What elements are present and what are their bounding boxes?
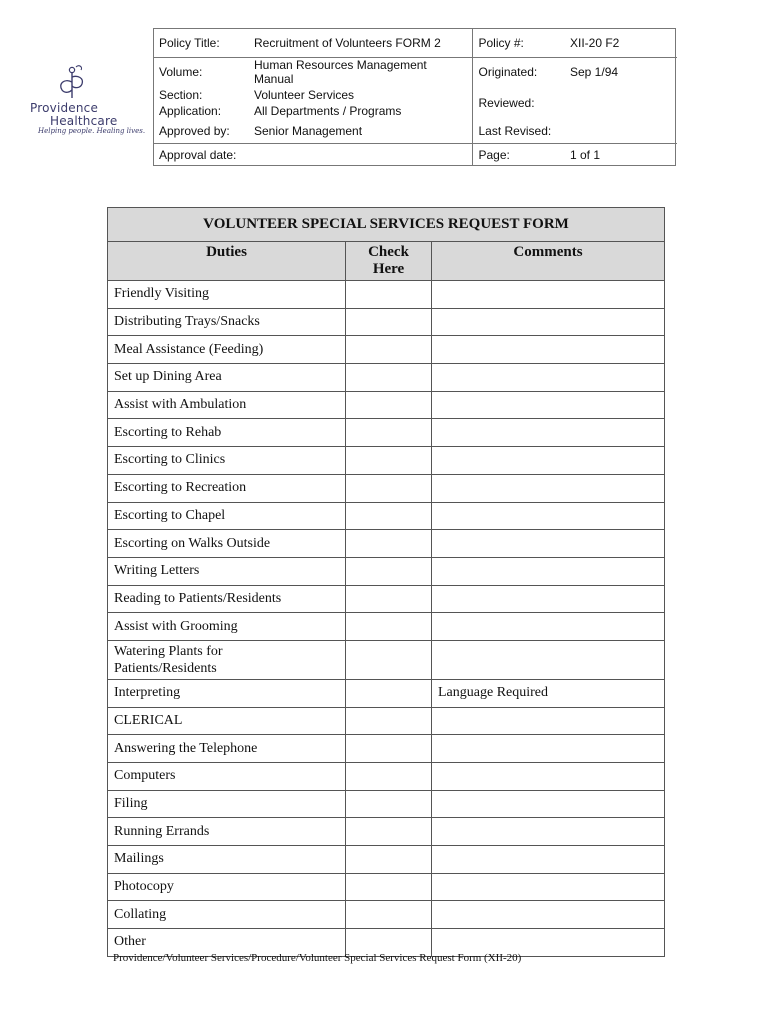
table-row	[108, 585, 665, 613]
comments-cell[interactable]	[432, 763, 665, 791]
volume-value: Human Resources Management Manual	[254, 57, 427, 86]
duty-cell	[108, 447, 346, 475]
check-here-cell[interactable]	[346, 901, 432, 929]
table-row	[108, 763, 665, 791]
duty-label: Running Errands	[114, 823, 210, 839]
duty-cell	[108, 557, 346, 585]
duty-label: Interpreting	[114, 685, 181, 701]
comments-cell[interactable]	[432, 502, 665, 530]
check-here-cell[interactable]	[346, 640, 432, 679]
form-title: VOLUNTEER SPECIAL SERVICES REQUEST FORM	[108, 208, 665, 242]
section-value: Volunteer Services	[254, 87, 355, 102]
originated-label: Originated:	[472, 57, 564, 86]
table-row	[108, 364, 665, 392]
duty-label: Mailings	[114, 851, 164, 867]
table-row	[108, 613, 665, 641]
reviewed-label: Reviewed:	[472, 86, 564, 120]
comments-cell[interactable]	[432, 447, 665, 475]
comments-cell[interactable]	[432, 281, 665, 309]
table-row	[108, 679, 665, 707]
check-here-cell[interactable]	[346, 585, 432, 613]
comments-cell[interactable]	[432, 901, 665, 929]
check-here-cell[interactable]	[346, 308, 432, 336]
table-row	[108, 419, 665, 447]
form-body	[108, 281, 665, 957]
table-row	[108, 846, 665, 874]
check-here-cell[interactable]	[346, 336, 432, 364]
check-here-cell[interactable]	[346, 474, 432, 502]
table-row	[108, 474, 665, 502]
comments-cell[interactable]	[432, 530, 665, 558]
duty-cell	[108, 679, 346, 707]
table-row	[108, 901, 665, 929]
duty-label: Friendly Visiting	[114, 286, 209, 302]
column-header-comments: Comments	[432, 242, 665, 281]
providence-logo	[28, 64, 146, 140]
policy-number-value: XII-20 F2	[564, 29, 677, 57]
check-here-cell[interactable]	[346, 846, 432, 874]
comment-text: Language Required	[438, 685, 549, 701]
comments-cell[interactable]	[432, 336, 665, 364]
check-here-cell[interactable]	[346, 447, 432, 475]
approval-date-value	[248, 144, 472, 166]
duty-cell	[108, 763, 346, 791]
duty-cell	[108, 308, 346, 336]
duty-label: Writing Letters	[114, 563, 200, 579]
page-label: Page:	[472, 144, 564, 166]
comments-cell[interactable]	[432, 790, 665, 818]
application-label: Application:	[159, 103, 222, 118]
duty-cell	[108, 419, 346, 447]
logo-name-line2: Healthcare	[50, 114, 118, 128]
duty-label: Watering Plants for	[114, 643, 223, 659]
duty-cell	[108, 846, 346, 874]
duty-label: Escorting on Walks Outside	[114, 535, 271, 551]
duty-label: Escorting to Chapel	[114, 507, 226, 523]
table-row	[108, 557, 665, 585]
check-here-cell[interactable]	[346, 679, 432, 707]
last-revised-value	[564, 120, 677, 144]
duty-label: Photocopy	[114, 879, 174, 895]
duty-cell	[108, 391, 346, 419]
duty-label: Assist with Ambulation	[114, 397, 247, 413]
table-row	[108, 873, 665, 901]
comments-cell[interactable]	[432, 640, 665, 679]
column-header-check-line1: Check	[368, 244, 409, 260]
column-header-check-line2: Here	[372, 261, 405, 277]
comments-cell[interactable]	[432, 873, 665, 901]
check-here-cell[interactable]	[346, 613, 432, 641]
policy-number-label: Policy #:	[472, 29, 564, 57]
duty-cell	[108, 474, 346, 502]
comments-cell[interactable]	[432, 707, 665, 735]
duty-label: Filing	[114, 796, 148, 812]
comments-cell[interactable]	[432, 818, 665, 846]
duty-label: Distributing Trays/Snacks	[114, 314, 260, 330]
comments-cell[interactable]	[432, 364, 665, 392]
providence-logo-mark-icon	[48, 64, 100, 102]
table-row	[108, 790, 665, 818]
table-row	[108, 308, 665, 336]
check-here-cell[interactable]	[346, 818, 432, 846]
duty-cell	[108, 281, 346, 309]
volume-label: Volume:	[159, 64, 203, 79]
check-here-cell[interactable]	[346, 419, 432, 447]
duty-label: Assist with Grooming	[114, 618, 238, 634]
check-here-cell[interactable]	[346, 364, 432, 392]
comments-cell[interactable]	[432, 419, 665, 447]
check-here-cell[interactable]	[346, 707, 432, 735]
duty-label: Answering the Telephone	[114, 740, 258, 756]
last-revised-label: Last Revised:	[472, 120, 564, 144]
approved-by-value: Senior Management	[248, 120, 472, 144]
page-value: 1 of 1	[570, 147, 601, 162]
check-here-cell[interactable]	[346, 735, 432, 763]
table-row	[108, 281, 665, 309]
comments-cell[interactable]	[432, 557, 665, 585]
policy-title-value: Recruitment of Volunteers FORM 2	[248, 29, 472, 57]
check-here-cell[interactable]	[346, 763, 432, 791]
request-form-table	[107, 207, 665, 957]
application-value: All Departments / Programs	[254, 103, 402, 118]
check-here-cell[interactable]	[346, 502, 432, 530]
comments-cell[interactable]	[432, 585, 665, 613]
duty-label: Computers	[114, 768, 176, 784]
check-here-cell[interactable]	[346, 530, 432, 558]
duty-cell	[108, 818, 346, 846]
approved-by-label: Approved by:	[153, 120, 248, 144]
duty-label: Reading to Patients/Residents	[114, 590, 282, 606]
comments-cell[interactable]	[432, 679, 665, 707]
page-footer: Providence/Volunteer Services/Procedure/Volunteer Special Services Request Form (XII-20)	[113, 952, 522, 964]
table-row	[108, 530, 665, 558]
table-row	[108, 707, 665, 735]
duty-cell	[108, 336, 346, 364]
duty-cell	[108, 901, 346, 929]
comments-cell[interactable]	[432, 846, 665, 874]
duty-label: Other	[114, 934, 146, 950]
duty-label: Escorting to Clinics	[114, 452, 226, 468]
logo-tagline: Helping people. Healing lives.	[38, 127, 146, 135]
comments-cell[interactable]	[432, 735, 665, 763]
table-row	[108, 447, 665, 475]
comments-cell[interactable]	[432, 308, 665, 336]
duty-cell	[108, 585, 346, 613]
duty-label-line2: Patients/Residents	[114, 660, 217, 676]
check-here-cell[interactable]	[346, 557, 432, 585]
comments-cell[interactable]	[432, 613, 665, 641]
comments-cell[interactable]	[432, 391, 665, 419]
duty-cell	[108, 613, 346, 641]
duty-cell	[108, 502, 346, 530]
duty-cell	[108, 873, 346, 901]
duty-cell	[108, 530, 346, 558]
section-label: Section:	[159, 87, 203, 102]
policy-title-label: Policy Title:	[153, 29, 248, 57]
check-here-cell[interactable]	[346, 281, 432, 309]
check-here-cell[interactable]	[346, 790, 432, 818]
duty-label: Meal Assistance (Feeding)	[114, 341, 264, 357]
table-row	[108, 818, 665, 846]
check-here-cell[interactable]	[346, 391, 432, 419]
duty-label: Escorting to Rehab	[114, 424, 222, 440]
reviewed-value	[564, 86, 677, 120]
duty-label: Set up Dining Area	[114, 369, 222, 385]
table-row	[108, 640, 665, 679]
duty-label: CLERICAL	[114, 712, 183, 728]
table-row	[108, 391, 665, 419]
duty-cell	[108, 790, 346, 818]
column-header-check-here	[346, 242, 432, 281]
duty-cell	[108, 364, 346, 392]
check-here-cell[interactable]	[346, 873, 432, 901]
column-header-duties: Duties	[108, 242, 346, 281]
approval-date-label: Approval date:	[159, 147, 237, 162]
duty-label: Collating	[114, 906, 167, 922]
duty-cell	[108, 640, 346, 679]
table-row	[108, 336, 665, 364]
logo-name-line1: Providence	[30, 101, 99, 115]
comments-cell[interactable]	[432, 474, 665, 502]
duty-cell	[108, 735, 346, 763]
duty-cell	[108, 707, 346, 735]
policy-header-table	[153, 29, 677, 166]
table-row	[108, 735, 665, 763]
table-row	[108, 502, 665, 530]
duty-label: Escorting to Recreation	[114, 480, 247, 496]
originated-value: Sep 1/94	[570, 64, 619, 79]
